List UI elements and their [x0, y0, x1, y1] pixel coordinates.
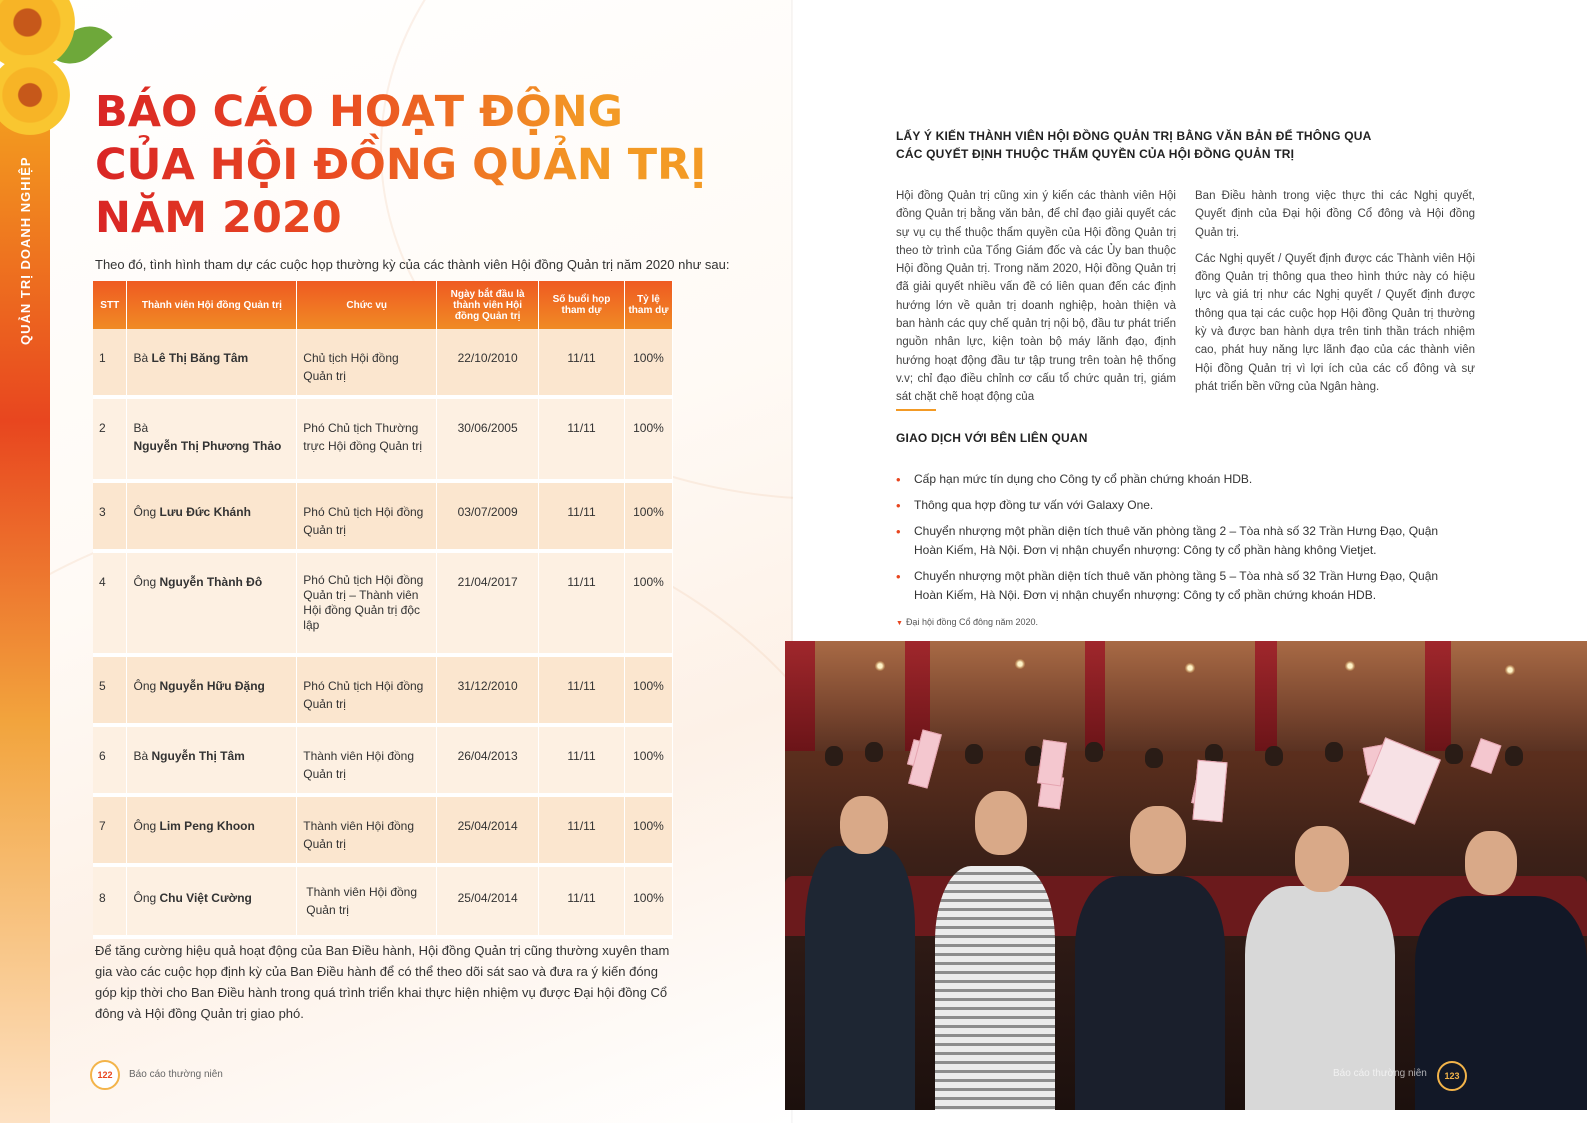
member-name: Nguyễn Thị Phương Thảo	[133, 439, 282, 453]
footer-label-right: Báo cáo thường niên	[1333, 1068, 1427, 1079]
attendance-table	[93, 281, 673, 939]
list-item	[896, 496, 1456, 515]
photo-lamp	[1345, 661, 1355, 671]
photo-person	[840, 796, 888, 854]
cell-pct: 100%	[624, 725, 672, 795]
outro-paragraph: Để tăng cường hiệu quả hoạt động của Ban Điều hành, Hội đồng Quản trị cũng thường xuyên tham gia vào các cuộc họp định kỳ của Ban Điều hành để có thể theo dõi sát sao và đưa ra ý kiến đóng góp kịp thời cho Ban Điều hành trong quá trình triển khai thực hiện nhiệm vụ được Đại hội đồng Cổ đông và Hội đồng Quản trị giao phó.	[95, 943, 670, 1021]
photo-person	[1075, 876, 1225, 1110]
photo-person	[1445, 744, 1463, 764]
cell-role: Phó Chủ tịch Hội đồng Quản trị	[297, 655, 437, 725]
cell-member	[127, 551, 297, 655]
cell-date: 26/04/2013	[437, 725, 539, 795]
photo-lamp	[1185, 663, 1195, 673]
table-row	[93, 795, 673, 865]
body-column-2	[1195, 187, 1475, 404]
page-number-left: 122	[90, 1060, 120, 1090]
photo-caption	[896, 617, 1038, 627]
cell-date: 30/06/2005	[437, 397, 539, 481]
section-side-label: QUẢN TRỊ DOANH NGHIỆP	[18, 156, 33, 345]
member-title: Ông	[133, 891, 157, 905]
photo-curtain	[1255, 641, 1277, 751]
intro-text: Theo đó, tình hình tham dự các cuộc họp thường kỳ của các thành viên Hội đồng Quản trị năm 2020 như sau:	[95, 257, 730, 272]
photo-curtain	[1425, 641, 1451, 751]
cell-count: 11/11	[539, 655, 625, 725]
cell-role: Thành viên Hội đồng Quản trị	[297, 865, 437, 937]
title-line: CỦA HỘI ĐỒNG QUẢN TRỊ	[95, 140, 707, 190]
list-item	[896, 470, 1456, 489]
body-paragraph: Hội đồng Quản trị cũng xin ý kiến các thành viên Hội đồng Quản trị bằng văn bản, để chỉ đạo giải quyết các sự vụ cụ thể thuộc thẩm quyền của Hội đồng Quản trị theo tờ trình của Tổng Giám đốc và các Ủy ban thuộc Hội đồng Quản trị. Trong năm 2020, Hội đồng Quản trị đã giải quyết nhiều vấn đề có liên quan đến các định hướng lớn về quản trị doanh nghiệp, hoàn thiện và ban hành các quy chế quản trị nội bộ, đầu tư phát triển nguồn nhân lực, kiện toàn bộ máy lãnh đạo, định hướng hoạt động đầu tư tập trung trên toàn hệ thống v.v; chỉ đạo điều chỉnh cơ cấu tổ chức quản trị, giám sát chặt chẽ hoạt động của	[896, 190, 1176, 404]
cell-stt: 7	[93, 795, 127, 865]
cell-date: 25/04/2014	[437, 865, 539, 937]
body-column-1	[896, 187, 1176, 415]
cell-stt: 6	[93, 725, 127, 795]
photo-person	[975, 791, 1027, 855]
photo-voting-card	[1471, 738, 1502, 774]
header-stt: STT	[93, 281, 127, 329]
title-line: BÁO CÁO HOẠT ĐỘNG	[95, 87, 623, 137]
cell-member	[127, 329, 297, 397]
cell-pct: 100%	[624, 397, 672, 481]
cell-date: 31/12/2010	[437, 655, 539, 725]
header-meetings: Số buổi họp tham dự	[539, 281, 625, 329]
page-number-right: 123	[1437, 1061, 1467, 1091]
bullet-dot-icon: •	[896, 472, 901, 487]
member-title: Ông	[133, 819, 157, 833]
transaction-text: Thông qua hợp đồng tư vấn với Galaxy One.	[914, 498, 1154, 512]
member-title: Bà	[133, 749, 149, 763]
cell-date: 21/04/2017	[437, 551, 539, 655]
table-row	[93, 655, 673, 725]
member-name: Nguyễn Thị Tâm	[151, 749, 245, 763]
photo-person	[965, 744, 983, 764]
caption-triangle-icon: ▼	[896, 620, 903, 627]
photo-curtain	[1085, 641, 1105, 751]
sunflower-decoration-icon	[0, 55, 70, 135]
cell-count: 11/11	[539, 397, 625, 481]
cell-member	[127, 725, 297, 795]
caption-text: Đại hội đồng Cổ đông năm 2020.	[905, 617, 1039, 627]
cell-pct: 100%	[624, 655, 672, 725]
list-item	[896, 567, 1456, 605]
section-divider	[896, 409, 936, 411]
table-row	[93, 865, 673, 937]
table-row	[93, 329, 673, 397]
photo-person	[865, 742, 883, 762]
cell-count: 11/11	[539, 481, 625, 551]
photo-person	[1325, 742, 1343, 762]
photo-person	[935, 866, 1055, 1110]
member-name: Lê Thị Băng Tâm	[151, 351, 249, 365]
photo-person	[825, 746, 843, 766]
shareholders-meeting-photo	[785, 641, 1587, 1110]
photo-lamp	[1505, 665, 1515, 675]
cell-role: Thành viên Hội đồng Quản trị	[297, 725, 437, 795]
footer-label-left: Báo cáo thường niên	[129, 1069, 223, 1080]
member-title: Ông	[133, 505, 157, 519]
table-row	[93, 397, 673, 481]
cell-role: Chủ tịch Hội đồng Quản trị	[297, 329, 437, 397]
photo-person	[1130, 806, 1186, 874]
body-paragraph: Ban Điều hành trong việc thực thi các Nghị quyết, Quyết định của Đại hội đồng Cổ đông và Hội đồng Quản trị.	[1195, 190, 1475, 239]
cell-member	[127, 865, 297, 937]
cell-pct: 100%	[624, 551, 672, 655]
member-name: Nguyễn Hữu Đặng	[159, 679, 265, 693]
header-role: Chức vụ	[297, 281, 437, 329]
table-row	[93, 551, 673, 655]
member-name: Lưu Đức Khánh	[159, 505, 251, 519]
cell-date: 03/07/2009	[437, 481, 539, 551]
section-heading-related-transactions: GIAO DỊCH VỚI BÊN LIÊN QUAN	[896, 431, 1088, 445]
cell-pct: 100%	[624, 329, 672, 397]
cell-pct: 100%	[624, 795, 672, 865]
cell-count: 11/11	[539, 795, 625, 865]
member-title: Bà	[133, 421, 149, 435]
body-paragraph: Các Nghị quyết / Quyết định được các Thành viên Hội đồng Quản trị thông qua theo hình thức này có hiệu lực và giá trị như các Nghị quyết / Quyết định được thông qua tại các cuộc họp Hội đồng Quản trị thường kỳ và được ban hành dựa trên tinh thần trách nhiệm cao, phát huy năng lực lãnh đạo của các thành viên Hội đồng Quản trị vì lợi ích của các cổ đông và sự phát triển bền vững của Ngân hàng.	[1195, 252, 1475, 393]
title-line: NĂM 2020	[95, 193, 342, 243]
bullet-dot-icon: •	[896, 498, 901, 513]
cell-count: 11/11	[539, 725, 625, 795]
cell-date: 22/10/2010	[437, 329, 539, 397]
bullet-dot-icon: •	[896, 524, 901, 539]
cell-pct: 100%	[624, 481, 672, 551]
transaction-text: Cấp hạn mức tín dụng cho Công ty cổ phần chứng khoán HDB.	[914, 472, 1253, 486]
cell-member	[127, 655, 297, 725]
header-start-date: Ngày bắt đầu là thành viên Hội đồng Quản trị	[437, 281, 539, 329]
photo-voting-card	[1192, 760, 1227, 822]
header-rate: Tỷ lệ tham dự	[624, 281, 672, 329]
photo-curtain	[785, 641, 815, 751]
photo-person	[1265, 746, 1283, 766]
member-name: Chu Việt Cường	[159, 891, 252, 905]
photo-person	[1295, 826, 1349, 892]
page-title	[95, 86, 715, 245]
photo-lamp	[875, 661, 885, 671]
bullet-dot-icon: •	[896, 569, 901, 584]
cell-stt: 4	[93, 551, 127, 655]
photo-person	[1465, 831, 1517, 895]
section-heading-written-opinions: LẤY Ý KIẾN THÀNH VIÊN HỘI ĐỒNG QUẢN TRỊ BẰNG VĂN BẢN ĐỂ THÔNG QUA CÁC QUYẾT ĐỊNH THUỘC THẨM QUYỀN CỦA HỘI ĐỒNG QUẢN TRỊ	[896, 129, 1372, 161]
member-name: Lim Peng Khoon	[159, 819, 255, 833]
cell-role: Phó Chủ tịch Hội đồng Quản trị	[297, 481, 437, 551]
cell-role: Thành viên Hội đồng Quản trị	[297, 795, 437, 865]
member-name: Nguyễn Thành Đô	[159, 575, 263, 589]
cell-stt: 3	[93, 481, 127, 551]
photo-person	[1145, 748, 1163, 768]
table-row	[93, 481, 673, 551]
cell-member	[127, 795, 297, 865]
header-member: Thành viên Hội đồng Quản trị	[127, 281, 297, 329]
member-title: Ông	[133, 575, 157, 589]
cell-count: 11/11	[539, 329, 625, 397]
table-row	[93, 725, 673, 795]
photo-lamp	[1015, 659, 1025, 669]
cell-date: 25/04/2014	[437, 795, 539, 865]
photo-person	[1505, 746, 1523, 766]
transactions-list	[896, 470, 1456, 612]
cell-role: Phó Chủ tịch Thường trực Hội đồng Quản trị	[297, 397, 437, 481]
transaction-text: Chuyển nhượng một phần diện tích thuê văn phòng tầng 2 – Tòa nhà số 32 Trần Hưng Đạo, Quận Hoàn Kiếm, Hà Nội. Đơn vị nhận chuyển nhượng: Công ty cổ phần hàng không Vietjet.	[914, 524, 1439, 557]
photo-audience	[785, 736, 1587, 1110]
left-page	[0, 0, 793, 1123]
transaction-text: Chuyển nhượng một phần diện tích thuê văn phòng tầng 5 – Tòa nhà số 32 Trần Hưng Đạo, Quận Hoàn Kiếm, Hà Nội. Đơn vị nhận chuyển nhượng: Công ty cổ phần chứng khoán HDB.	[914, 569, 1439, 602]
cell-member	[127, 397, 297, 481]
member-title: Bà	[133, 351, 149, 365]
cell-count: 11/11	[539, 865, 625, 937]
cell-stt: 1	[93, 329, 127, 397]
cell-role: Phó Chủ tịch Hội đồng Quản trị – Thành viên Hội đồng Quản trị độc lập	[297, 551, 437, 655]
list-item	[896, 522, 1456, 560]
cell-stt: 5	[93, 655, 127, 725]
cell-member	[127, 481, 297, 551]
cell-pct: 100%	[624, 865, 672, 937]
member-title: Ông	[133, 679, 157, 693]
photo-person	[805, 846, 915, 1110]
cell-stt: 2	[93, 397, 127, 481]
photo-person	[1085, 742, 1103, 762]
cell-stt: 8	[93, 865, 127, 937]
table-header-row	[93, 281, 673, 329]
cell-count: 11/11	[539, 551, 625, 655]
